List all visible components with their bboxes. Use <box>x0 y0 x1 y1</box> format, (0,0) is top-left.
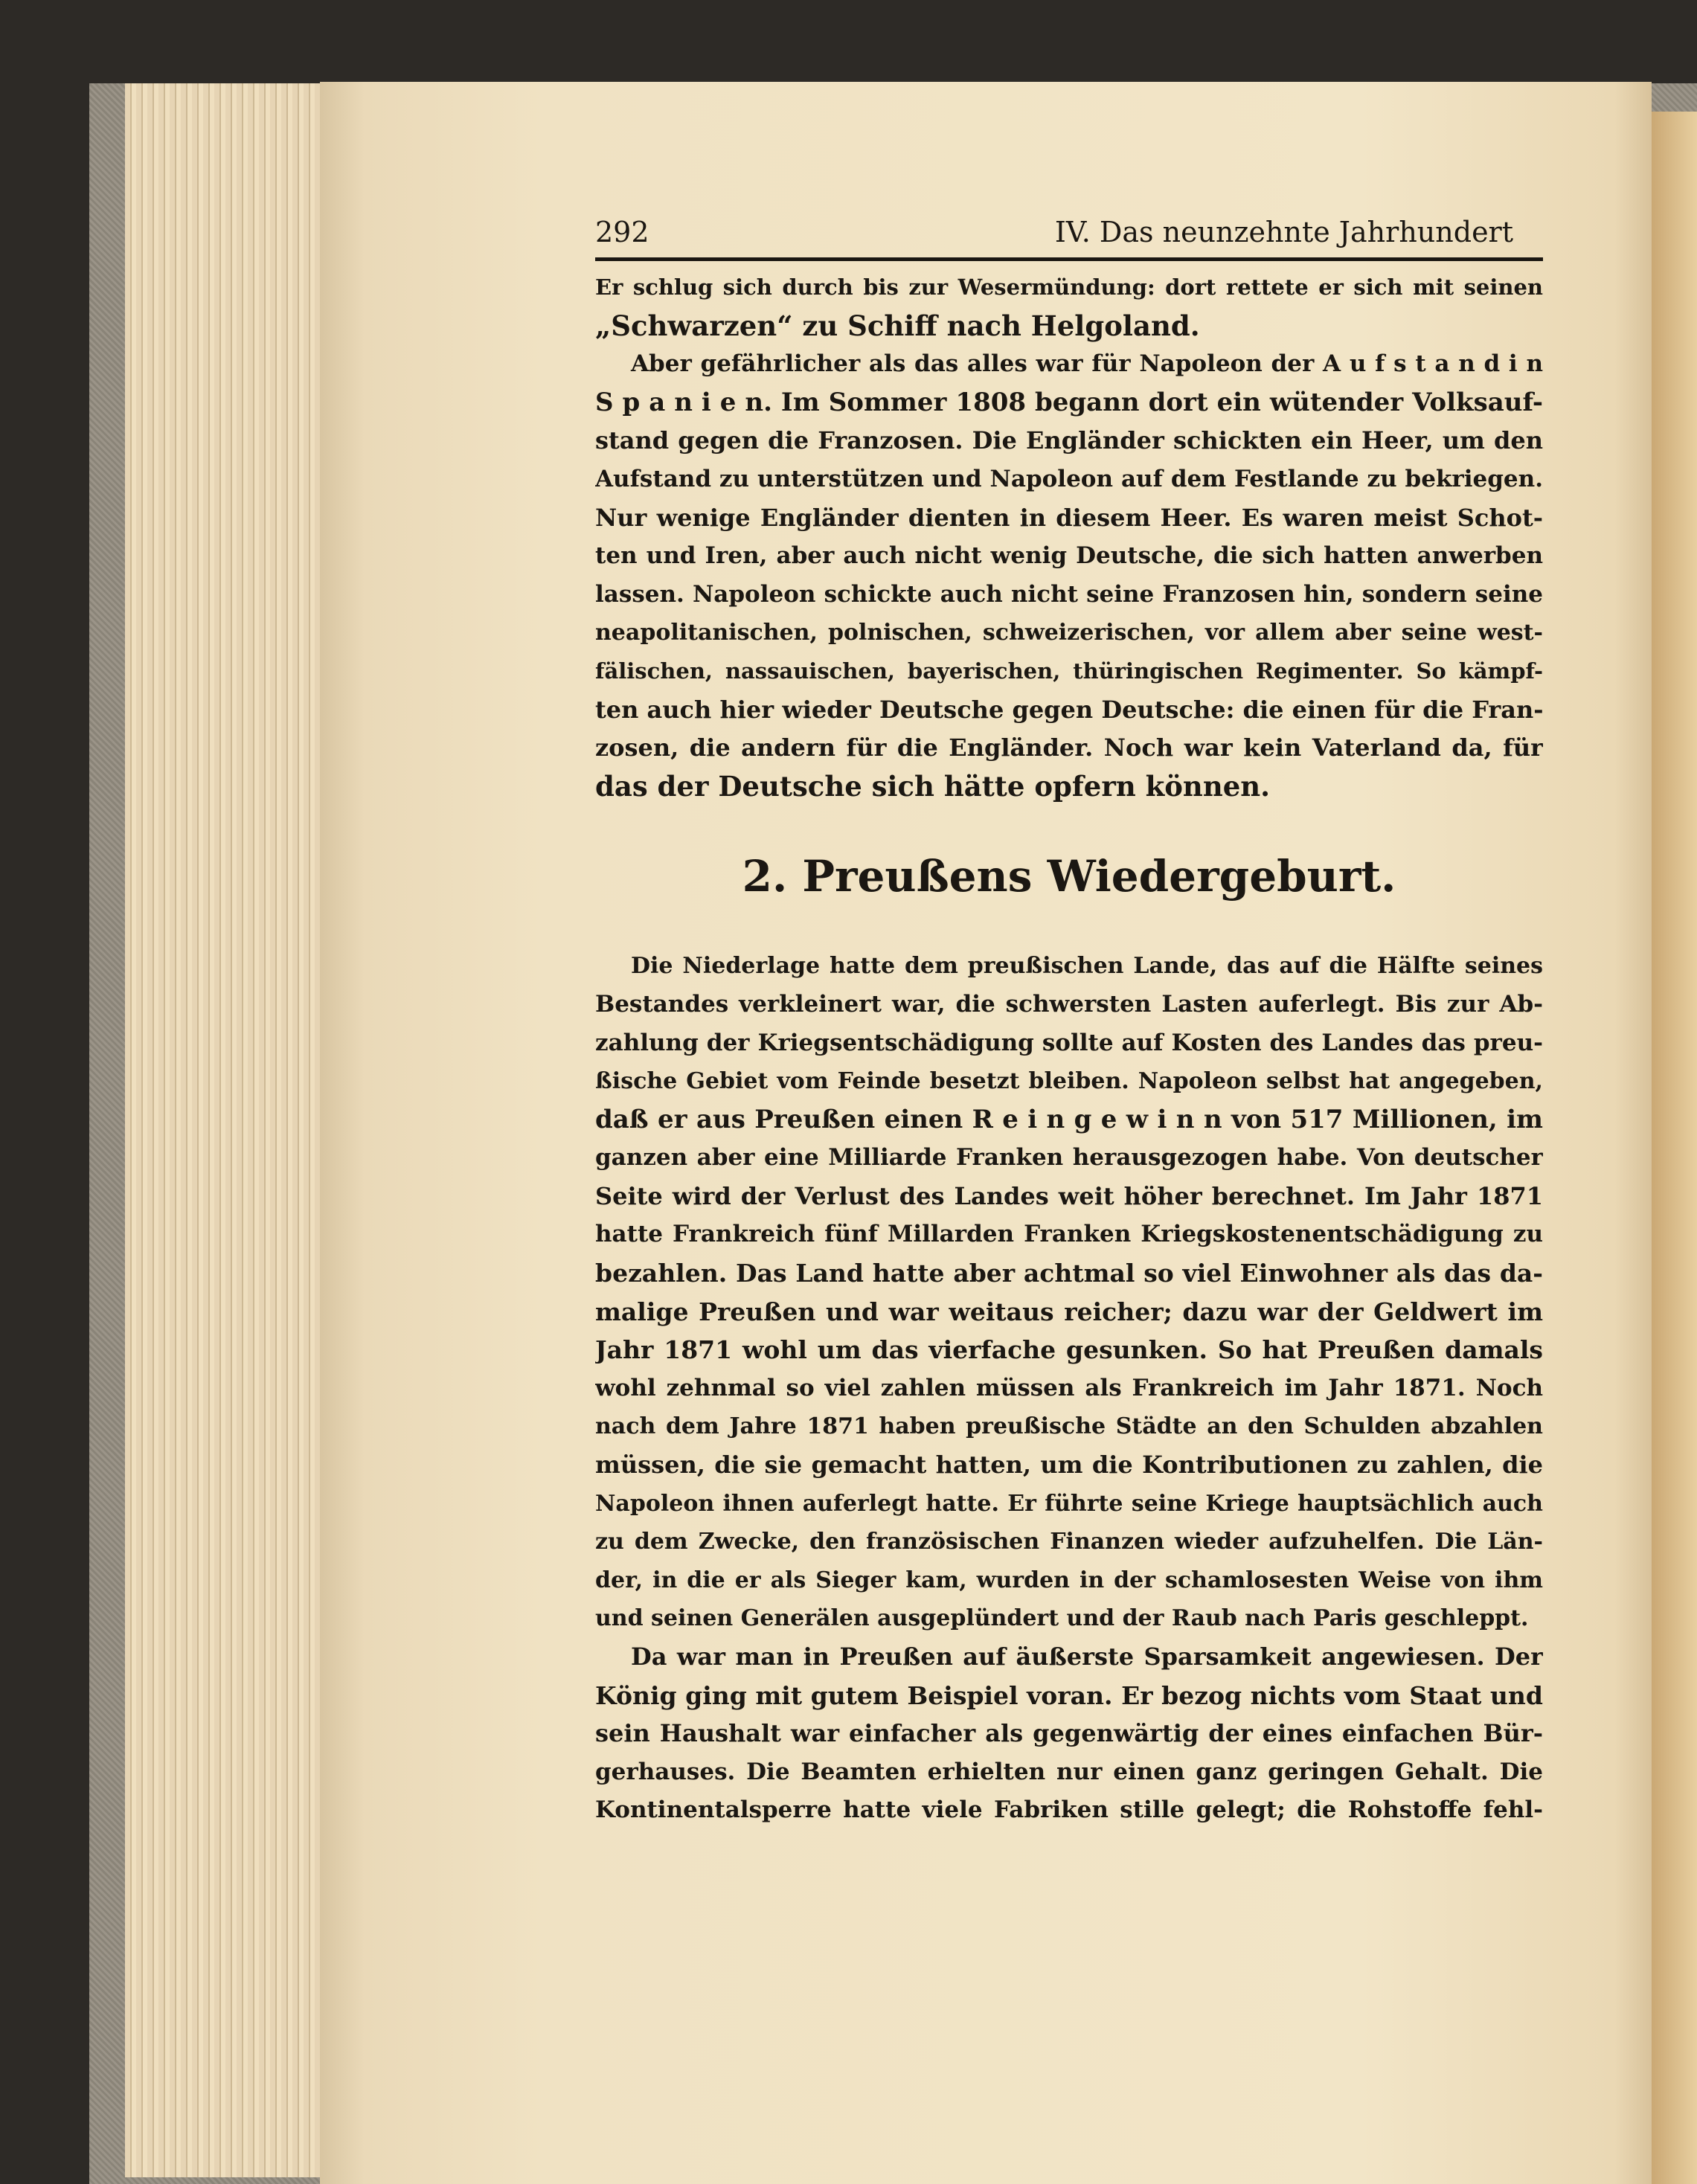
text-line: stand gegen die Franzosen. Die Engländer schickten ein Heer, um den <box>595 426 1543 455</box>
text-line: fälischen, nassauischen, bayerischen, thüringischen Regimenter. So kämpf- <box>595 658 1543 684</box>
text-line: und seinen Generälen ausgeplündert und der Raub nach Paris geschleppt. <box>595 1605 1529 1632</box>
text-line: gerhauses. Die Beamten erhielten nur einen ganz geringen Gehalt. Die <box>595 1758 1543 1785</box>
text-line: zu dem Zwecke, den französischen Finanzen wieder aufzuhelfen. Die Län- <box>595 1529 1543 1555</box>
page-number: 292 <box>595 216 649 248</box>
paragraph-2 <box>595 345 1543 806</box>
text-line: sein Haushalt war einfacher als gegenwärtig der eines einfachen Bür- <box>595 1719 1543 1748</box>
paragraph-4 <box>595 1638 1543 1830</box>
text-line: lassen. Napoleon schickte auch nicht seine Franzosen hin, sondern seine <box>595 580 1543 608</box>
text-line: Aber gefährlicher als das alles war für Napoleon der A u f s t a n d i n <box>631 350 1543 378</box>
text-line: nach dem Jahre 1871 haben preußische Städte an den Schulden abzahlen <box>595 1413 1543 1440</box>
text-line: Jahr 1871 wohl um das vierfache gesunken. So hat Preußen damals <box>595 1335 1543 1365</box>
text-line: müssen, die sie gemacht hatten, um die Kontributionen zu zahlen, die <box>595 1451 1543 1480</box>
text-line: Nur wenige Engländer dienten in diesem Heer. Es waren meist Schot- <box>595 503 1543 532</box>
text-line: ßische Gebiet vom Feinde besetzt bleiben. Napoleon selbst hat angegeben, <box>595 1068 1543 1095</box>
text-line: daß er aus Preußen einen R e i n g e w i n n von 517 Millionen, im <box>595 1104 1543 1134</box>
text-line: neapolitanischen, polnischen, schweizerischen, vor allem aber seine west- <box>595 620 1543 646</box>
text-line: hatte Frankreich fünf Millarden Franken Kriegskostenentschädigung zu <box>595 1221 1543 1248</box>
text-line: S p a n i e n. Im Sommer 1808 begann dort ein wütender Volksauf- <box>595 387 1543 417</box>
text-line: Aufstand zu unterstützen und Napoleon auf dem Festlande zu bekriegen. <box>595 465 1543 492</box>
text-line: wohl zehnmal so viel zahlen müssen als Frankreich im Jahr 1871. Noch <box>595 1374 1543 1401</box>
running-head-title: IV. Das neunzehnte Jahrhundert <box>1054 216 1513 248</box>
header-rule <box>595 257 1543 261</box>
section-heading: 2. Preußens Wiedergeburt. <box>742 851 1396 902</box>
text-line: zosen, die andern für die Engländer. Noch war kein Vaterland da, für <box>595 733 1543 762</box>
text-line: Kontinentalsperre hatte viele Fabriken stille gelegt; die Rohstoffe fehl- <box>595 1796 1543 1824</box>
text-line: Die Niederlage hatte dem preußischen Lande, das auf die Hälfte seines <box>631 953 1543 980</box>
text-line: Bestandes verkleinert war, die schwersten Lasten auferlegt. Bis zur Ab- <box>595 990 1543 1018</box>
text-line: zahlung der Kriegsentschädigung sollte auf Kosten des Landes das preu- <box>595 1029 1543 1056</box>
text-line: ten auch hier wieder Deutsche gegen Deutsche: die einen für die Fran- <box>595 695 1543 724</box>
text-line: „Schwarzen“ zu Schiff nach Helgoland. <box>595 309 1200 342</box>
page-content <box>595 216 1543 1830</box>
page-edges <box>125 83 320 2177</box>
text-line: Da war man in Preußen auf äußerste Sparsamkeit angewiesen. Der <box>631 1642 1543 1671</box>
text-line: Napoleon ihnen auferlegt hatte. Er führte seine Kriege hauptsächlich auch <box>595 1490 1543 1517</box>
facing-page-edge <box>1652 112 1697 2184</box>
text-line: bezahlen. Das Land hatte aber achtmal so viel Einwohner als das da- <box>595 1259 1543 1288</box>
running-head <box>595 216 1543 254</box>
text-line: der, in die er als Sieger kam, wurden in der schamlosesten Weise von ihm <box>595 1567 1543 1593</box>
text-line: König ging mit gutem Beispiel voran. Er bezog nichts vom Staat und <box>595 1680 1543 1710</box>
text-line: Er schlug sich durch bis zur Wesermündung: dort rettete er sich mit seinen <box>595 274 1543 300</box>
paragraph-3 <box>595 947 1543 1638</box>
text-line: ganzen aber eine Milliarde Franken herausgezogen habe. Von deutscher <box>595 1144 1543 1172</box>
text-line: malige Preußen und war weitaus reicher; dazu war der Geldwert im <box>595 1297 1543 1326</box>
text-line: das der Deutsche sich hätte opfern können. <box>595 769 1271 803</box>
paragraph-1 <box>595 269 1543 345</box>
text-line: Seite wird der Verlust des Landes weit höher berechnet. Im Jahr 1871 <box>595 1181 1543 1210</box>
text-line: ten und Iren, aber auch nicht wenig Deutsche, die sich hatten anwerben <box>595 542 1543 570</box>
